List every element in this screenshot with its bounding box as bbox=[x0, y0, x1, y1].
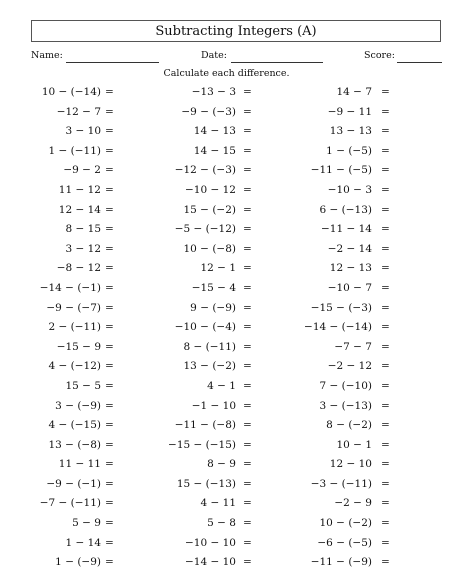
problem-expression: −15 − (−15) bbox=[168, 438, 236, 451]
problem-expression: −14 − 10 bbox=[185, 556, 236, 569]
equals-sign: = bbox=[381, 105, 390, 118]
equals-sign: = bbox=[381, 497, 390, 510]
problem-row bbox=[0, 302, 453, 322]
problem-expression: −2 − 14 bbox=[327, 242, 372, 255]
problem-expression: −15 − 4 bbox=[191, 281, 236, 294]
problem-expression: 9 − (−9) bbox=[190, 301, 236, 314]
problem-expression: 12 − 1 bbox=[200, 262, 236, 275]
equals-sign: = bbox=[243, 477, 252, 490]
problem-row bbox=[0, 497, 453, 517]
problem-row bbox=[0, 380, 453, 400]
equals-sign: = bbox=[243, 379, 252, 392]
problem-expression: −14 − (−14) bbox=[304, 321, 372, 334]
equals-sign: = bbox=[105, 183, 114, 196]
problem-row bbox=[0, 556, 453, 576]
problem-expression: 8 − (−2) bbox=[326, 419, 372, 432]
equals-sign: = bbox=[243, 281, 252, 294]
problem-expression: 1 − 14 bbox=[65, 536, 101, 549]
problem-expression: 4 − 1 bbox=[207, 379, 236, 392]
problem-expression: 8 − 15 bbox=[65, 223, 101, 236]
problem-expression: −9 − 11 bbox=[327, 105, 372, 118]
instruction: Calculate each difference. bbox=[163, 68, 290, 79]
problem-expression: −1 − 10 bbox=[191, 399, 236, 412]
equals-sign: = bbox=[243, 164, 252, 177]
problem-expression: 7 − (−10) bbox=[319, 379, 372, 392]
problem-row bbox=[0, 164, 453, 184]
name-line bbox=[66, 62, 159, 63]
date-line bbox=[231, 62, 323, 63]
equals-sign: = bbox=[243, 340, 252, 353]
problem-row bbox=[0, 537, 453, 557]
equals-sign: = bbox=[381, 203, 390, 216]
problem-expression: −11 − (−5) bbox=[310, 164, 372, 177]
problem-expression: 2 − (−11) bbox=[48, 321, 101, 334]
equals-sign: = bbox=[105, 360, 114, 373]
equals-sign: = bbox=[381, 536, 390, 549]
problem-expression: 1 − (−9) bbox=[55, 556, 101, 569]
problem-expression: −11 − (−8) bbox=[174, 419, 236, 432]
problem-grid bbox=[0, 86, 453, 576]
equals-sign: = bbox=[243, 458, 252, 471]
problem-expression: −9 − (−7) bbox=[46, 301, 101, 314]
equals-sign: = bbox=[105, 438, 114, 451]
equals-sign: = bbox=[381, 183, 390, 196]
problem-row bbox=[0, 458, 453, 478]
equals-sign: = bbox=[243, 183, 252, 196]
equals-sign: = bbox=[105, 301, 114, 314]
problem-expression: −12 − 7 bbox=[56, 105, 101, 118]
equals-sign: = bbox=[243, 360, 252, 373]
problem-expression: 8 − 9 bbox=[207, 458, 236, 471]
equals-sign: = bbox=[381, 262, 390, 275]
equals-sign: = bbox=[381, 321, 390, 334]
problem-expression: 14 − 15 bbox=[193, 144, 236, 157]
equals-sign: = bbox=[105, 419, 114, 432]
equals-sign: = bbox=[381, 340, 390, 353]
problem-expression: −12 − (−3) bbox=[174, 164, 236, 177]
problem-expression: −13 − 3 bbox=[191, 86, 236, 98]
problem-row bbox=[0, 204, 453, 224]
equals-sign: = bbox=[243, 556, 252, 569]
equals-sign: = bbox=[105, 458, 114, 471]
equals-sign: = bbox=[105, 497, 114, 510]
equals-sign: = bbox=[105, 262, 114, 275]
equals-sign: = bbox=[105, 321, 114, 334]
equals-sign: = bbox=[381, 301, 390, 314]
problem-expression: −15 − (−3) bbox=[310, 301, 372, 314]
problem-row bbox=[0, 184, 453, 204]
problem-expression: −15 − 9 bbox=[56, 340, 101, 353]
problem-expression: −10 − 3 bbox=[327, 183, 372, 196]
problem-expression: 4 − 11 bbox=[200, 497, 236, 510]
problem-expression: 3 − 10 bbox=[65, 125, 101, 138]
problem-expression: 5 − 8 bbox=[207, 517, 236, 530]
equals-sign: = bbox=[243, 125, 252, 138]
equals-sign: = bbox=[243, 321, 252, 334]
problem-expression: 12 − 14 bbox=[58, 203, 101, 216]
equals-sign: = bbox=[105, 477, 114, 490]
equals-sign: = bbox=[381, 360, 390, 373]
equals-sign: = bbox=[105, 164, 114, 177]
score-label: Score: bbox=[364, 50, 395, 61]
problem-expression: −9 − (−1) bbox=[46, 477, 101, 490]
problem-expression: 10 − (−14) bbox=[41, 86, 101, 98]
problem-expression: 14 − 13 bbox=[193, 125, 236, 138]
problem-expression: 11 − 12 bbox=[58, 183, 101, 196]
problem-row bbox=[0, 86, 453, 106]
equals-sign: = bbox=[243, 105, 252, 118]
problem-row bbox=[0, 478, 453, 498]
problem-expression: −6 − (−5) bbox=[317, 536, 372, 549]
equals-sign: = bbox=[243, 203, 252, 216]
equals-sign: = bbox=[243, 223, 252, 236]
problem-expression: −7 − 7 bbox=[334, 340, 372, 353]
equals-sign: = bbox=[381, 144, 390, 157]
problem-expression: −11 − 14 bbox=[321, 223, 372, 236]
problem-expression: 4 − (−12) bbox=[48, 360, 101, 373]
problem-expression: −11 − (−9) bbox=[310, 556, 372, 569]
equals-sign: = bbox=[381, 379, 390, 392]
equals-sign: = bbox=[243, 438, 252, 451]
problem-expression: −10 − 7 bbox=[327, 281, 372, 294]
equals-sign: = bbox=[381, 556, 390, 569]
problem-expression: 6 − (−13) bbox=[319, 203, 372, 216]
equals-sign: = bbox=[381, 458, 390, 471]
problem-expression: 15 − (−2) bbox=[183, 203, 236, 216]
equals-sign: = bbox=[105, 203, 114, 216]
problem-expression: 12 − 10 bbox=[329, 458, 372, 471]
score-line bbox=[397, 62, 442, 63]
problem-expression: 12 − 13 bbox=[329, 262, 372, 275]
problem-expression: 3 − 12 bbox=[65, 242, 101, 255]
problem-expression: 14 − 7 bbox=[336, 86, 372, 98]
problem-expression: −2 − 12 bbox=[327, 360, 372, 373]
equals-sign: = bbox=[243, 517, 252, 530]
date-label: Date: bbox=[201, 50, 227, 61]
problem-row bbox=[0, 321, 453, 341]
problem-row bbox=[0, 262, 453, 282]
problem-expression: −10 − 12 bbox=[185, 183, 236, 196]
equals-sign: = bbox=[105, 105, 114, 118]
equals-sign: = bbox=[381, 438, 390, 451]
problem-expression: −10 − 10 bbox=[185, 536, 236, 549]
problem-expression: 4 − (−15) bbox=[48, 419, 101, 432]
equals-sign: = bbox=[105, 223, 114, 236]
worksheet-title: Subtracting Integers (A) bbox=[31, 20, 441, 42]
equals-sign: = bbox=[381, 86, 390, 98]
equals-sign: = bbox=[105, 379, 114, 392]
problem-expression: 8 − (−11) bbox=[183, 340, 236, 353]
equals-sign: = bbox=[381, 242, 390, 255]
problem-expression: 15 − 5 bbox=[65, 379, 101, 392]
equals-sign: = bbox=[105, 536, 114, 549]
problem-row bbox=[0, 400, 453, 420]
problem-expression: −5 − (−12) bbox=[174, 223, 236, 236]
equals-sign: = bbox=[105, 281, 114, 294]
problem-expression: −9 − 2 bbox=[63, 164, 101, 177]
equals-sign: = bbox=[381, 477, 390, 490]
problem-expression: 1 − (−11) bbox=[48, 144, 101, 157]
problem-expression: 10 − (−8) bbox=[183, 242, 236, 255]
problem-row bbox=[0, 360, 453, 380]
problem-row bbox=[0, 106, 453, 126]
equals-sign: = bbox=[243, 497, 252, 510]
equals-sign: = bbox=[243, 536, 252, 549]
equals-sign: = bbox=[381, 164, 390, 177]
equals-sign: = bbox=[243, 419, 252, 432]
name-label: Name: bbox=[31, 50, 63, 61]
problem-expression: −10 − (−4) bbox=[174, 321, 236, 334]
equals-sign: = bbox=[105, 399, 114, 412]
problem-expression: 13 − 13 bbox=[329, 125, 372, 138]
equals-sign: = bbox=[243, 144, 252, 157]
equals-sign: = bbox=[381, 399, 390, 412]
problem-row bbox=[0, 145, 453, 165]
problem-expression: 5 − 9 bbox=[72, 517, 101, 530]
problem-expression: −14 − (−1) bbox=[39, 281, 101, 294]
problem-expression: −8 − 12 bbox=[56, 262, 101, 275]
equals-sign: = bbox=[243, 86, 252, 98]
problem-expression: −3 − (−11) bbox=[310, 477, 372, 490]
problem-expression: −7 − (−11) bbox=[39, 497, 101, 510]
problem-row bbox=[0, 517, 453, 537]
problem-row bbox=[0, 223, 453, 243]
equals-sign: = bbox=[243, 399, 252, 412]
equals-sign: = bbox=[105, 340, 114, 353]
problem-row bbox=[0, 419, 453, 439]
problem-expression: 3 − (−13) bbox=[319, 399, 372, 412]
equals-sign: = bbox=[105, 556, 114, 569]
equals-sign: = bbox=[243, 301, 252, 314]
problem-expression: 10 − 1 bbox=[336, 438, 372, 451]
problem-row bbox=[0, 243, 453, 263]
equals-sign: = bbox=[381, 419, 390, 432]
equals-sign: = bbox=[381, 517, 390, 530]
problem-expression: 11 − 11 bbox=[58, 458, 101, 471]
equals-sign: = bbox=[381, 125, 390, 138]
problem-row bbox=[0, 439, 453, 459]
problem-row bbox=[0, 282, 453, 302]
problem-expression: 10 − (−2) bbox=[319, 517, 372, 530]
problem-expression: 13 − (−8) bbox=[48, 438, 101, 451]
problem-expression: −9 − (−3) bbox=[181, 105, 236, 118]
equals-sign: = bbox=[105, 144, 114, 157]
equals-sign: = bbox=[381, 223, 390, 236]
equals-sign: = bbox=[105, 86, 114, 98]
equals-sign: = bbox=[105, 125, 114, 138]
equals-sign: = bbox=[105, 517, 114, 530]
equals-sign: = bbox=[381, 281, 390, 294]
equals-sign: = bbox=[105, 242, 114, 255]
problem-row bbox=[0, 341, 453, 361]
problem-expression: 13 − (−2) bbox=[183, 360, 236, 373]
problem-expression: −2 − 9 bbox=[334, 497, 372, 510]
problem-row bbox=[0, 125, 453, 145]
problem-expression: 3 − (−9) bbox=[55, 399, 101, 412]
equals-sign: = bbox=[243, 262, 252, 275]
problem-expression: 15 − (−13) bbox=[176, 477, 236, 490]
equals-sign: = bbox=[243, 242, 252, 255]
problem-expression: 1 − (−5) bbox=[326, 144, 372, 157]
